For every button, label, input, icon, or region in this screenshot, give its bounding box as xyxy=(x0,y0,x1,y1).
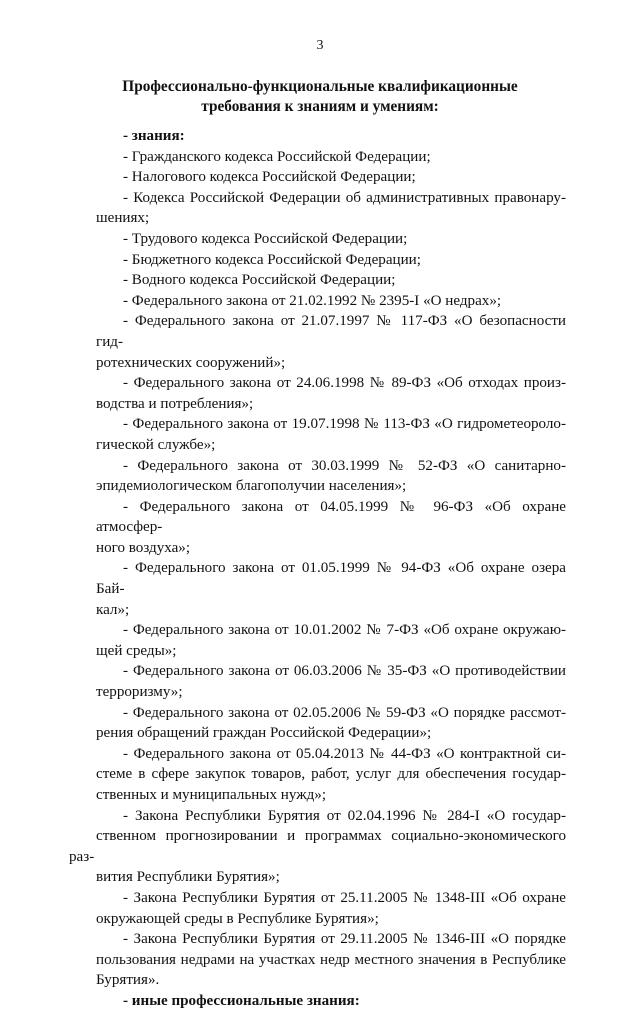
list-item-line: - Федерального закона от 21.02.1992 № 2395-I «О недрах»; xyxy=(123,292,502,309)
list-item-line: - Закона Республики Бурятия от 29.11.2005 № 1346-III «О порядке xyxy=(123,931,566,948)
list-item-line: - Федерального закона от 04.05.1999 № 96-ФЗ «Об охране атмосфер- xyxy=(96,498,566,536)
page-number: 3 xyxy=(316,38,324,53)
list-item-line: пользования недрами на участках недр местного значения в Республике xyxy=(96,951,566,968)
list-item-line: водства и потребления»; xyxy=(96,395,254,412)
list-item-line: вития Республики Бурятия»; xyxy=(96,869,280,886)
list-item xyxy=(96,558,566,620)
list-item-line: ного воздуха»; xyxy=(96,539,191,556)
list-item xyxy=(96,744,566,806)
list-item-line: щей среды»; xyxy=(96,642,177,659)
list-item xyxy=(96,229,566,250)
list-item xyxy=(96,373,566,414)
list-item-line: - Федерального закона от 06.03.2006 № 35-ФЗ «О противодействии xyxy=(123,663,566,680)
list-item-line: - Федерального закона от 24.06.1998 № 89-ФЗ «Об отходах произ- xyxy=(123,375,566,392)
list-item-line: - Бюджетного кодекса Российской Федерации; xyxy=(123,251,421,268)
list-item-line: стеме в сфере закупок товаров, работ, услуг для обеспечения государ- xyxy=(96,766,566,783)
list-item-line: ственном прогнозировании и программах социально-экономического раз- xyxy=(69,828,566,865)
list-item xyxy=(96,311,566,373)
list-item-line: - Федерального закона от 30.03.1999 № 52-ФЗ «О санитарно- xyxy=(123,457,566,474)
heading-line-1: Профессионально-функциональные квалификационные xyxy=(122,78,518,95)
list-item-line: терроризму»; xyxy=(96,684,183,701)
list-item-line: рения обращений граждан Российской Федерации»; xyxy=(96,725,432,742)
list-item xyxy=(96,497,566,559)
list-item xyxy=(96,167,566,188)
list-item-line: - Гражданского кодекса Российской Федерации; xyxy=(123,148,431,165)
list-item-line: ственных и муниципальных нужд»; xyxy=(96,787,327,803)
list-item-line: Бурятия». xyxy=(96,972,160,989)
list-item xyxy=(96,147,566,168)
list-item xyxy=(96,250,566,271)
list-item-line: - Федерального закона от 05.04.2013 № 44-ФЗ «О контрактной си- xyxy=(123,745,566,762)
section-heading xyxy=(0,77,640,116)
list-item xyxy=(69,806,566,888)
knowledge-list xyxy=(69,147,566,991)
list-item-line: ротехнических сооружений»; xyxy=(96,354,286,371)
list-item xyxy=(96,456,566,497)
list-item-line: - Закона Республики Бурятия от 25.11.2005 № 1348-III «Об охране xyxy=(123,889,566,906)
list-item-line: - Федерального закона от 21.07.1997 № 117-ФЗ «О безопасности гид- xyxy=(96,313,566,350)
list-item xyxy=(96,414,566,455)
list-item-line: - Трудового кодекса Российской Федерации; xyxy=(123,230,408,247)
list-item xyxy=(96,929,566,991)
list-item xyxy=(96,703,566,744)
list-item-line: - Федерального закона от 19.07.1998 № 113-ФЗ «О гидрометеороло- xyxy=(123,416,566,433)
heading-line-2: требования к знаниям и умениям: xyxy=(201,97,439,115)
list-item xyxy=(96,188,566,229)
list-item-line: - Федерального закона от 10.01.2002 № 7-ФЗ «Об охране окружаю- xyxy=(123,622,566,639)
list-item xyxy=(96,291,566,312)
list-item xyxy=(96,661,566,702)
list-item xyxy=(96,888,566,929)
list-item-line: - Водного кодекса Российской Федерации; xyxy=(123,272,396,289)
list-item-line: шениях; xyxy=(96,210,150,227)
list-item-line: кал»; xyxy=(96,601,130,618)
list-item-line: - Закона Республики Бурятия от 02.04.1996 № 284-I «О государ- xyxy=(123,807,566,824)
requirements-body xyxy=(69,126,566,1012)
list-item-line: эпидемиологическом благополучии населения»; xyxy=(96,478,407,495)
list-item-line: - Кодекса Российской Федерации об административных правонару- xyxy=(123,189,566,206)
list-item-line: гической службе»; xyxy=(96,436,216,453)
list-item-line: - Федерального закона от 02.05.2006 № 59-ФЗ «О порядке рассмот- xyxy=(123,704,566,721)
list-item-line: окружающей среды в Республике Бурятия»; xyxy=(96,910,379,927)
knowledge-label: - знания: xyxy=(123,128,185,144)
list-item-line: - Налогового кодекса Российской Федерации; xyxy=(123,169,416,186)
list-item-line: - Федерального закона от 01.05.1999 № 94-ФЗ «Об охране озера Бай- xyxy=(96,560,566,598)
list-item xyxy=(96,270,566,291)
list-item xyxy=(96,620,566,661)
other-knowledge-label: - иные профессиональные знания: xyxy=(123,992,360,1009)
